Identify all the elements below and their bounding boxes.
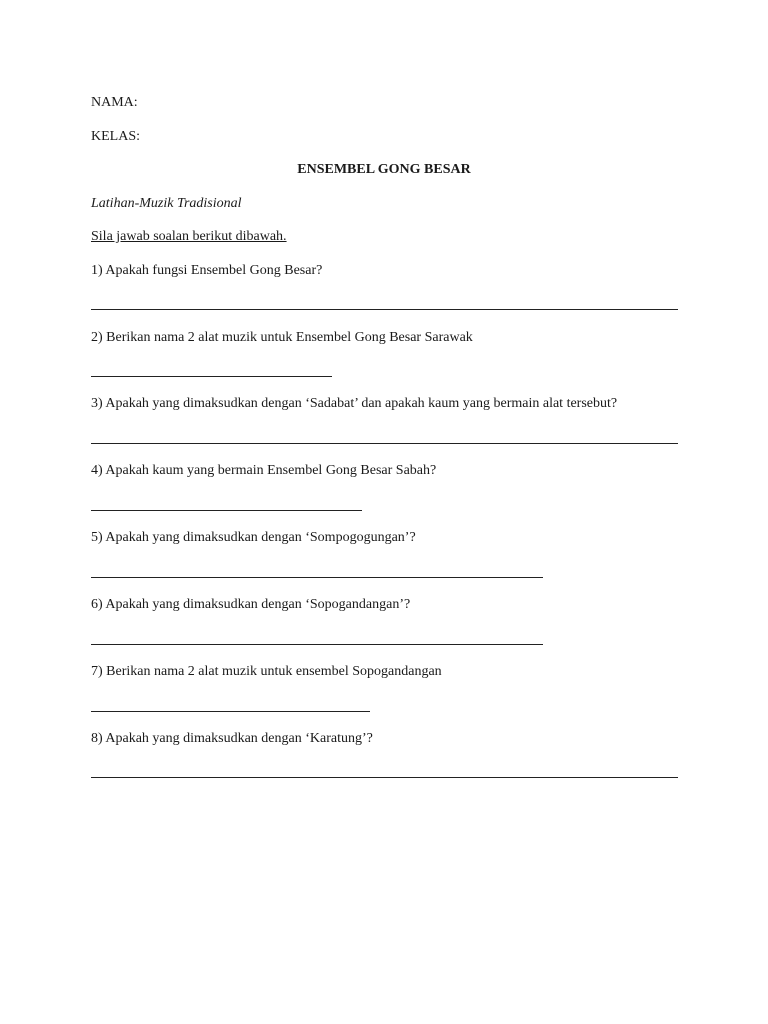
- question-3: 3) Apakah yang dimaksudkan dengan ‘Sadabat’ dan apakah kaum yang bermain alat tersebut?: [91, 396, 618, 411]
- answer-line-3[interactable]: [91, 443, 678, 444]
- question-8: 8) Apakah yang dimaksudkan dengan ‘Karatung’?: [91, 731, 373, 746]
- answer-line-4[interactable]: [91, 510, 362, 511]
- worksheet-title: ENSEMBEL GONG BESAR: [297, 162, 471, 177]
- answer-line-2[interactable]: [91, 376, 332, 377]
- answer-line-8[interactable]: [91, 777, 678, 778]
- answer-line-5[interactable]: [91, 577, 543, 578]
- question-2: 2) Berikan nama 2 alat muzik untuk Ensembel Gong Besar Sarawak: [91, 330, 473, 345]
- answer-line-6[interactable]: [91, 644, 543, 645]
- nama-label: NAMA:: [91, 95, 138, 110]
- question-1: 1) Apakah fungsi Ensembel Gong Besar?: [91, 263, 323, 278]
- worksheet-subtitle: Latihan-Muzik Tradisional: [91, 196, 242, 211]
- question-7: 7) Berikan nama 2 alat muzik untuk ensembel Sopogandangan: [91, 664, 442, 679]
- kelas-label: KELAS:: [91, 129, 140, 144]
- answer-line-1[interactable]: [91, 309, 678, 310]
- instruction-text: Sila jawab soalan berikut dibawah.: [91, 229, 287, 244]
- answer-line-7[interactable]: [91, 711, 370, 712]
- question-6: 6) Apakah yang dimaksudkan dengan ‘Sopogandangan’?: [91, 597, 411, 612]
- question-4: 4) Apakah kaum yang bermain Ensembel Gong Besar Sabah?: [91, 463, 437, 478]
- question-5: 5) Apakah yang dimaksudkan dengan ‘Sompogogungan’?: [91, 530, 416, 545]
